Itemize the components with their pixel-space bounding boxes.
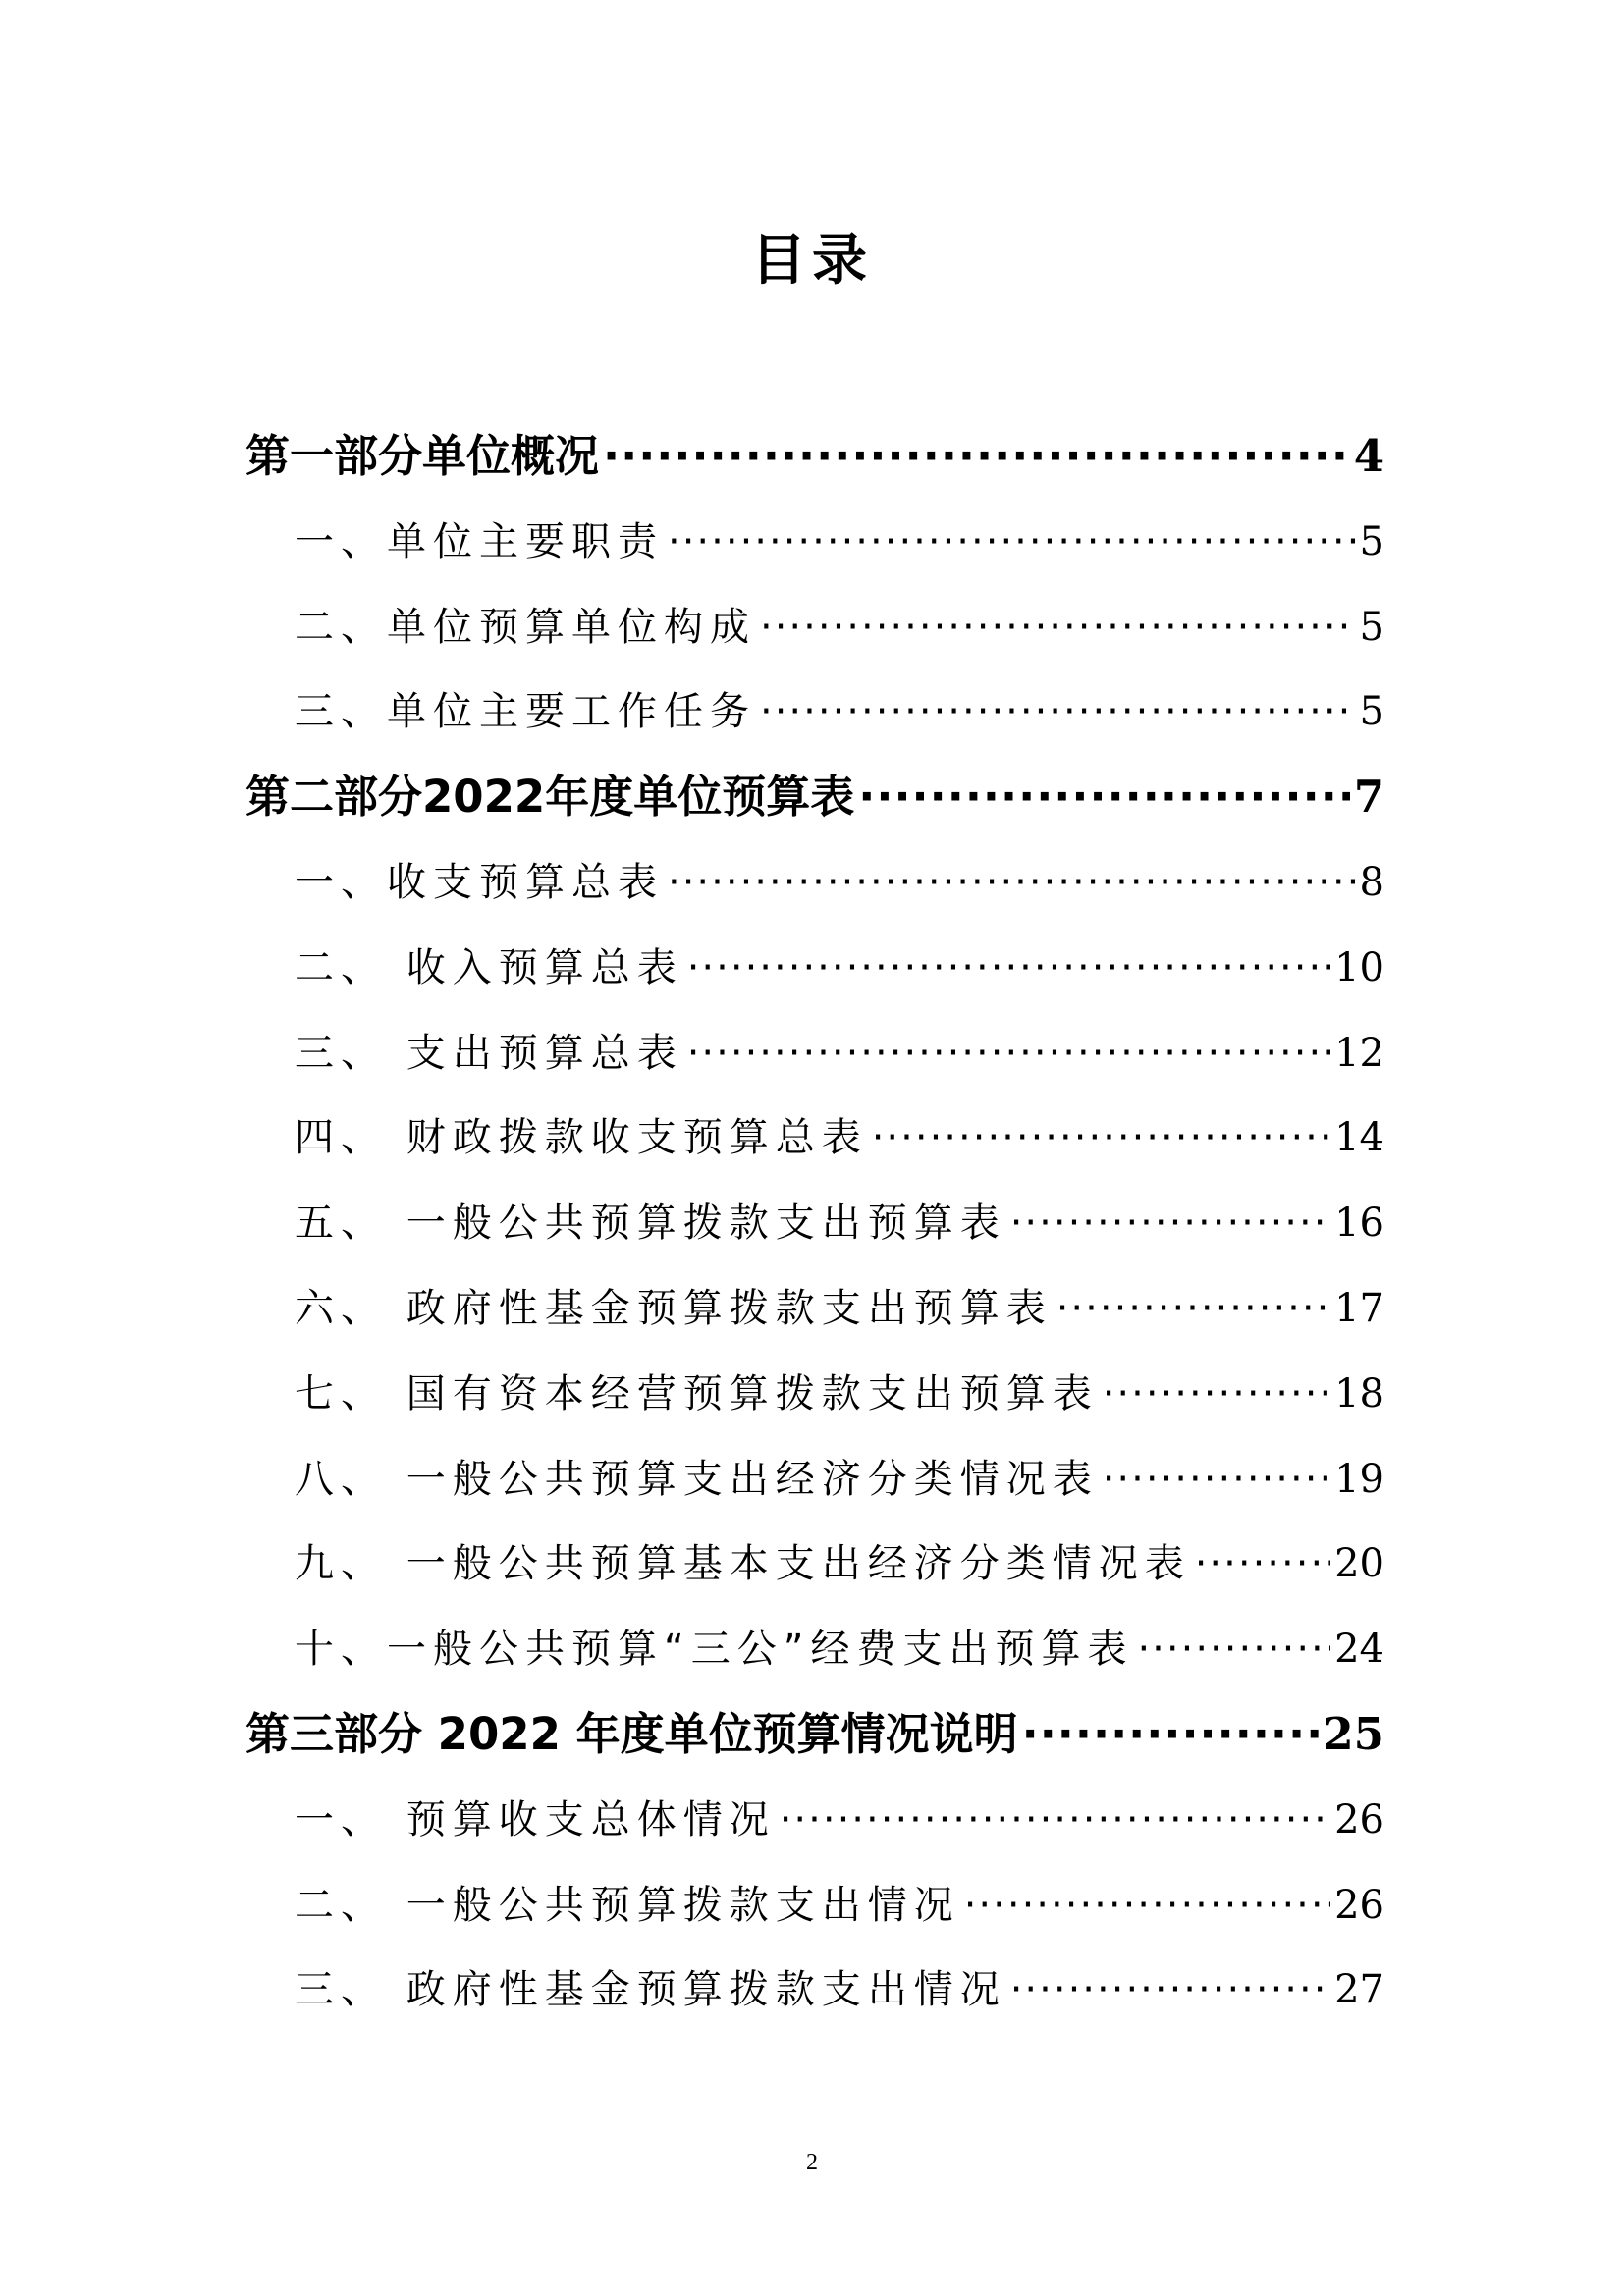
toc-label: 七、 国有资本经营预算拨款支出预算表 — [295, 1370, 1099, 1416]
table-of-contents — [245, 414, 1384, 2033]
toc-leader-dots — [1103, 1437, 1330, 1522]
toc-page-number: 16 — [1334, 1201, 1384, 1247]
toc-item[interactable] — [245, 1437, 1384, 1522]
toc-leader-dots — [964, 1863, 1330, 1949]
toc-item[interactable] — [245, 1266, 1384, 1352]
toc-label: 二、单位预算单位构成 — [295, 604, 756, 650]
toc-item[interactable] — [245, 1778, 1384, 1863]
toc-leader-dots — [687, 926, 1330, 1011]
toc-item[interactable] — [245, 1181, 1384, 1266]
toc-label: 一、收支预算总表 — [295, 859, 664, 905]
toc-label: 第一部分单位概况 — [245, 430, 600, 482]
toc-page-number: 8 — [1359, 859, 1384, 905]
toc-item[interactable] — [245, 1863, 1384, 1949]
toc-label: 三、 支出预算总表 — [295, 1030, 683, 1076]
toc-leader-dots — [1010, 1181, 1330, 1266]
toc-item[interactable] — [245, 1011, 1384, 1096]
toc-page-number: 4 — [1353, 430, 1384, 482]
toc-label: 五、 一般公共预算拨款支出预算表 — [295, 1201, 1006, 1247]
toc-item[interactable] — [245, 840, 1384, 926]
toc-label: 四、 财政拨款收支预算总表 — [295, 1115, 868, 1161]
toc-label: 三、 政府性基金预算拨款支出情况 — [295, 1967, 1006, 2013]
toc-item[interactable] — [245, 1352, 1384, 1437]
toc-label: 六、 政府性基金预算拨款支出预算表 — [295, 1285, 1053, 1331]
toc-item[interactable] — [245, 500, 1384, 585]
toc-leader-dots — [603, 414, 1350, 500]
toc-page-number: 24 — [1334, 1627, 1384, 1673]
toc-label: 十、一般公共预算“三公”经费支出预算表 — [295, 1627, 1134, 1673]
toc-leader-dots — [687, 1011, 1330, 1096]
toc-item[interactable] — [245, 926, 1384, 1011]
toc-page-number: 5 — [1359, 604, 1384, 650]
toc-leader-dots — [760, 669, 1356, 755]
toc-page-number: 26 — [1334, 1882, 1384, 1928]
page-number: 2 — [806, 2150, 818, 2175]
toc-leader-dots — [1056, 1266, 1330, 1352]
toc-label: 二、 一般公共预算拨款支出情况 — [295, 1882, 960, 1928]
toc-item[interactable] — [245, 669, 1384, 755]
toc-leader-dots — [668, 840, 1356, 926]
toc-section[interactable] — [245, 755, 1384, 840]
toc-page-number: 27 — [1334, 1967, 1384, 2013]
toc-leader-dots — [858, 755, 1349, 840]
toc-item[interactable] — [245, 585, 1384, 670]
toc-page-number: 14 — [1334, 1115, 1384, 1161]
toc-item[interactable] — [245, 1095, 1384, 1181]
toc-leader-dots — [1195, 1522, 1330, 1607]
toc-page-number: 7 — [1353, 771, 1384, 824]
toc-page-number: 5 — [1359, 689, 1384, 735]
toc-label: 第二部分2022年度单位预算表 — [245, 771, 855, 824]
toc-leader-dots — [1103, 1352, 1330, 1437]
toc-section[interactable] — [245, 1692, 1384, 1778]
toc-page-number: 10 — [1334, 944, 1384, 990]
toc-leader-dots — [760, 585, 1356, 670]
toc-leader-dots — [780, 1778, 1330, 1863]
toc-page-number: 26 — [1334, 1796, 1384, 1842]
toc-item[interactable] — [245, 1948, 1384, 2033]
toc-page-number: 12 — [1334, 1030, 1384, 1076]
toc-section[interactable] — [245, 414, 1384, 500]
toc-label: 九、 一般公共预算基本支出经济分类情况表 — [295, 1541, 1191, 1587]
toc-page-number: 25 — [1323, 1707, 1384, 1760]
toc-page-number: 20 — [1334, 1541, 1384, 1587]
toc-label: 第三部分 2022 年度单位预算情况说明 — [245, 1707, 1018, 1760]
toc-item[interactable] — [245, 1607, 1384, 1692]
toc-label: 八、 一般公共预算支出经济分类情况表 — [295, 1456, 1099, 1502]
toc-leader-dots — [1022, 1692, 1320, 1778]
toc-label: 二、 收入预算总表 — [295, 944, 683, 990]
toc-leader-dots — [668, 500, 1356, 585]
toc-label: 一、 预算收支总体情况 — [295, 1796, 776, 1842]
toc-page-number: 17 — [1334, 1285, 1384, 1331]
toc-page-number: 19 — [1334, 1456, 1384, 1502]
toc-page-number: 18 — [1334, 1370, 1384, 1416]
toc-leader-dots — [1137, 1607, 1330, 1692]
toc-leader-dots — [872, 1095, 1330, 1181]
toc-label: 一、单位主要职责 — [295, 518, 664, 564]
toc-item[interactable] — [245, 1522, 1384, 1607]
toc-leader-dots — [1010, 1948, 1330, 2033]
page-title: 目录 — [751, 229, 873, 293]
toc-label: 三、单位主要工作任务 — [295, 689, 756, 735]
toc-page-number: 5 — [1359, 518, 1384, 564]
